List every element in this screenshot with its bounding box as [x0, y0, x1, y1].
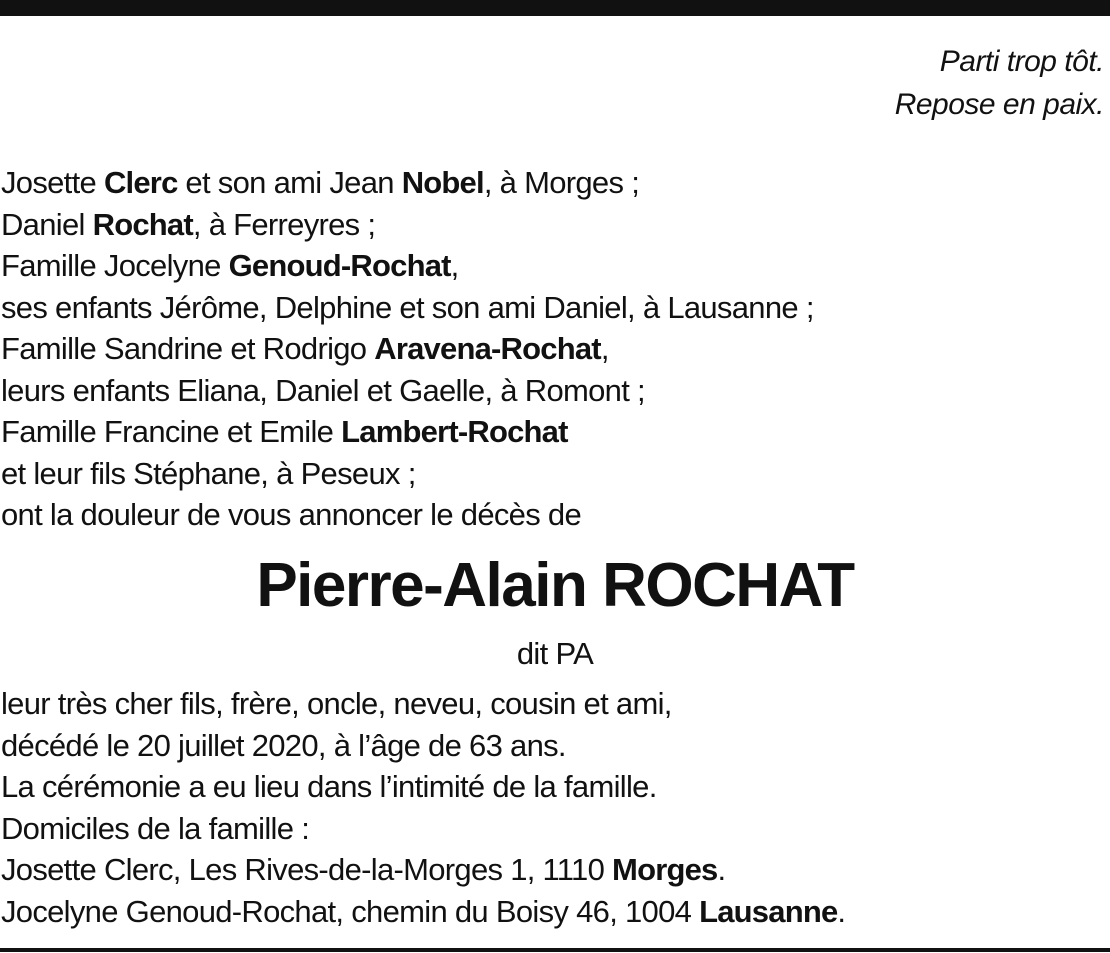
- address-line: Josette Clerc, Les Rives-de-la-Morges 1, 1110 Morges.: [1, 852, 726, 887]
- top-border-rule: [0, 0, 1110, 16]
- family-line: leurs enfants Eliana, Daniel et Gaelle, à Romont ;: [1, 372, 645, 408]
- family-line: Famille Francine et Emile Lambert-Rochat: [1, 414, 568, 449]
- address-city: Morges: [612, 852, 718, 887]
- tribute-line: La cérémonie a eu lieu dans l’intimité de la famille.: [1, 769, 657, 804]
- family-surname: Clerc: [103, 165, 178, 200]
- tribute-text: [1, 683, 845, 932]
- tribute-line: Domiciles de la famille :: [1, 810, 310, 846]
- family-surname: Lambert-Rochat: [341, 414, 568, 449]
- epigraph-line: Parti trop tôt.: [939, 45, 1104, 78]
- family-line: et leur fils Stéphane, à Peseux ;: [1, 455, 416, 491]
- bottom-border-rule: [0, 948, 1110, 952]
- epigraph: [895, 40, 1104, 126]
- family-list: [1, 162, 814, 536]
- family-surname: Aravena-Rochat: [374, 331, 601, 366]
- tribute-line: leur très cher fils, frère, oncle, neveu, cousin et ami,: [1, 686, 672, 721]
- family-line: Famille Jocelyne Genoud-Rochat,: [1, 248, 459, 283]
- tribute-line: décédé le 20 juillet 2020, à l’âge de 63 ans.: [1, 727, 566, 763]
- epigraph-line: Repose en paix.: [894, 88, 1104, 121]
- family-line: Famille Sandrine et Rodrigo Aravena-Rochat,: [1, 331, 609, 366]
- family-line: Josette Clerc et son ami Jean Nobel, à Morges ;: [1, 165, 640, 200]
- deceased-nickname: dit PA: [516, 636, 594, 671]
- family-surname: Genoud-Rochat: [228, 248, 451, 283]
- family-surname: Rochat: [92, 206, 193, 242]
- family-surname: Nobel: [401, 165, 484, 200]
- address-line: Jocelyne Genoud-Rochat, chemin du Boisy 46, 1004 Lausanne.: [1, 893, 846, 929]
- family-line: ont la douleur de vous annoncer le décès de: [1, 497, 582, 532]
- family-line: ses enfants Jérôme, Delphine et son ami Daniel, à Lausanne ;: [1, 289, 814, 325]
- family-line: Daniel Rochat, à Ferreyres ;: [1, 206, 376, 242]
- address-city: Lausanne: [699, 893, 838, 929]
- deceased-name: Pierre-Alain ROCHAT: [256, 551, 854, 620]
